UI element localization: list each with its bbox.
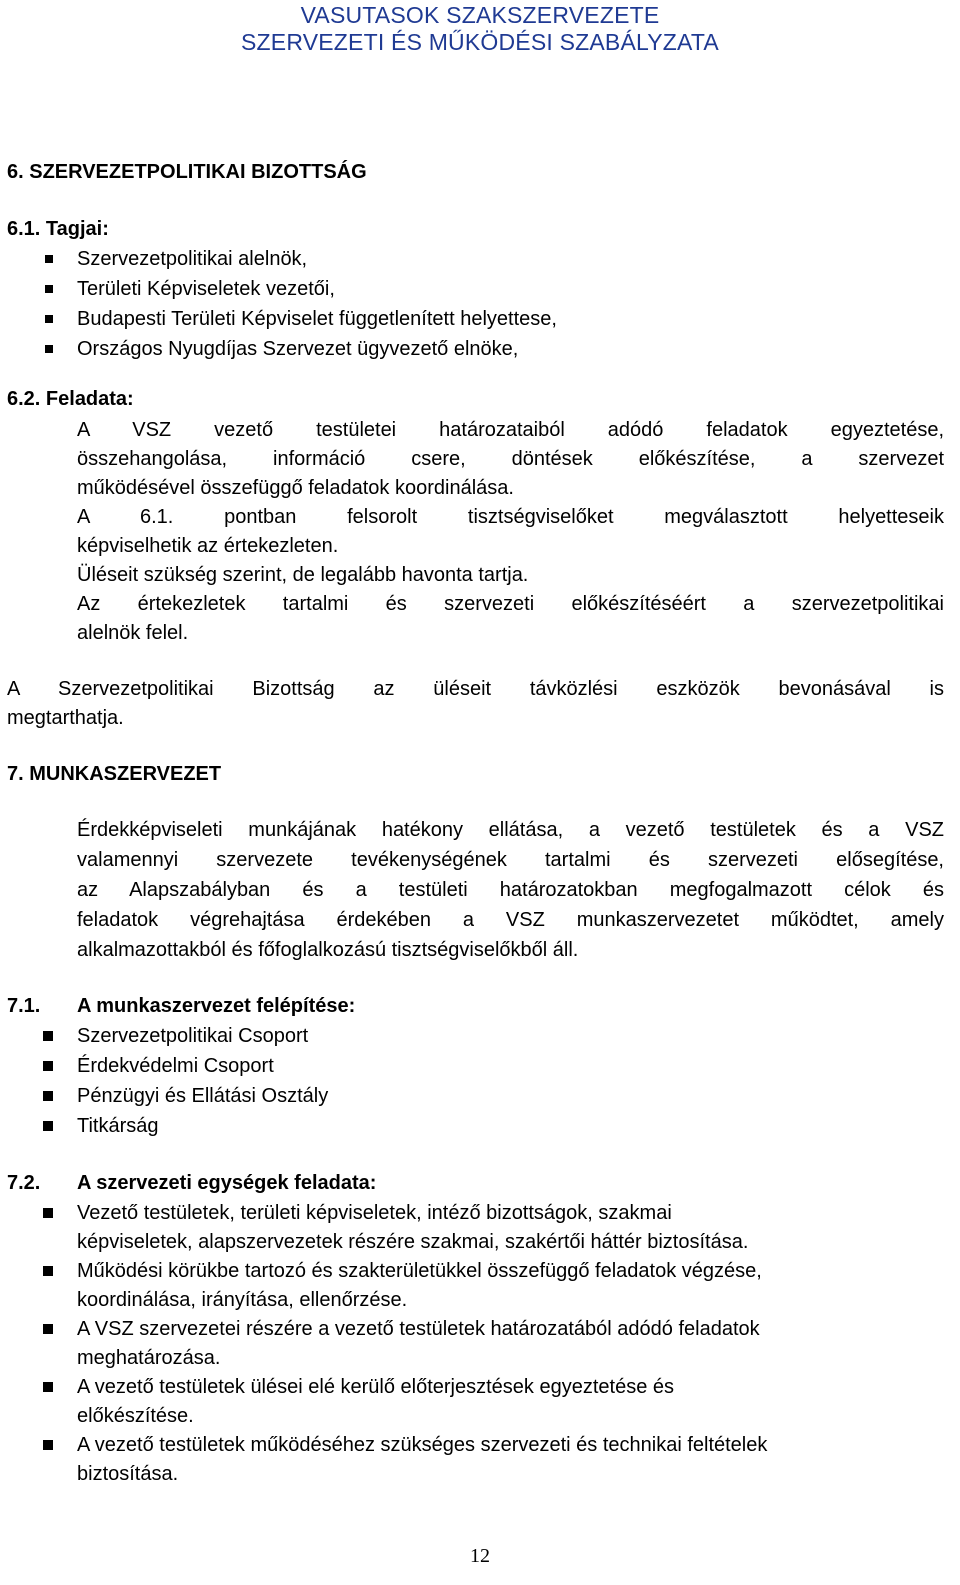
list-item: Érdekvédelmi Csoport [43,1054,274,1078]
bullet-square-icon [43,1208,53,1218]
section-6-2-title: 6.2. Feladata: [7,388,134,410]
paragraph-line: Üléseit szükség szerint, de legalább havonta tartja. [77,564,529,586]
page-header [0,2,960,56]
bullet-square-icon [43,1266,53,1276]
list-item-continuation: koordinálása, irányítása, ellenőrzése. [77,1289,408,1311]
list-item: A VSZ szervezetei részére a vezető testületek határozatából adódó feladatok [43,1317,760,1341]
bullet-square-icon [45,285,53,293]
list-item: Területi Képviseletek vezetői, [45,277,335,301]
paragraph-line: megtarthatja. [7,707,124,729]
header-document-title: SZERVEZETI ÉS MŰKÖDÉSI SZABÁLYZATA [241,29,719,55]
bullet-square-icon [45,345,53,353]
paragraph-line: működésével összefüggő feladatok koordinálása. [77,477,514,499]
section-6-1-title: 6.1. Tagjai: [7,218,109,240]
paragraph-line: képviselhetik az értekezleten. [77,535,339,557]
bullet-square-icon [45,255,53,263]
paragraph-line: az Alapszabályban és a testületi határozatokban megfogalmazott célok és [77,879,944,901]
section-7-1-number: 7.1. [7,995,41,1017]
paragraph-line: Érdekképviseleti munkájának hatékony ellátása, a vezető testületek és a VSZ [77,819,944,841]
list-item: Szervezetpolitikai Csoport [43,1024,308,1048]
list-item-continuation: biztosítása. [77,1463,179,1485]
paragraph-line: valamennyi szervezete tevékenységének tartalmi és szervezeti elősegítése, [77,849,944,871]
list-item: Vezető testületek, területi képviseletek, intéző bizottságok, szakmai [43,1201,672,1225]
list-item: A vezető testületek működéséhez szükséges szervezeti és technikai feltételek [43,1433,767,1457]
paragraph-line: Az értekezletek tartalmi és szervezeti előkészítéséért a szervezetpolitikai [77,593,944,615]
list-item-continuation: meghatározása. [77,1347,221,1369]
list-item: Szervezetpolitikai alelnök, [45,247,307,271]
bullet-square-icon [43,1031,53,1041]
section-6-title: 6. SZERVEZETPOLITIKAI BIZOTTSÁG [7,161,367,183]
bullet-square-icon [43,1382,53,1392]
page-number: 12 [470,1545,490,1567]
section-7-title: 7. MUNKASZERVEZET [7,763,222,785]
list-item-continuation: képviseletek, alapszervezetek részére szakmai, szakértői háttér biztosítása. [77,1231,749,1253]
section-7-2-number: 7.2. [7,1172,41,1194]
list-item: A vezető testületek ülései elé kerülő előterjesztések egyeztetése és [43,1375,674,1399]
header-organization: VASUTASOK SZAKSZERVEZETE [300,2,660,28]
paragraph-line: alkalmazottakból és főfoglalkozású tisztségviselőkből áll. [77,939,579,961]
section-7-2-title: A szervezeti egységek feladata: [77,1172,377,1194]
list-item: Budapesti Területi Képviselet függetlenített helyettese, [45,307,557,331]
paragraph-line: A 6.1. pontban felsorolt tisztségviselőket megválasztott helyetteseik [77,506,944,528]
bullet-square-icon [43,1091,53,1101]
bullet-square-icon [43,1440,53,1450]
paragraph-line: alelnök felel. [77,622,189,644]
paragraph-line: összehangolása, információ csere, döntések előkészítése, a szervezet [77,448,944,470]
list-item-continuation: előkészítése. [77,1405,194,1427]
bullet-square-icon [43,1061,53,1071]
list-item: Titkárság [43,1114,159,1138]
list-item: Országos Nyugdíjas Szervezet ügyvezető elnöke, [45,337,518,361]
paragraph-line: A Szervezetpolitikai Bizottság az üléseit távközlési eszközök bevonásával is [7,678,944,700]
paragraph-line: feladatok végrehajtása érdekében a VSZ munkaszervezetet működtet, amely [77,909,944,931]
bullet-square-icon [45,315,53,323]
list-item: Pénzügyi és Ellátási Osztály [43,1084,328,1108]
section-7-1-title: A munkaszervezet felépítése: [77,995,356,1017]
paragraph-line: A VSZ vezető testületei határozataiból adódó feladatok egyeztetése, [77,419,944,441]
bullet-square-icon [43,1324,53,1334]
list-item: Működési körükbe tartozó és szakterületükkel összefüggő feladatok végzése, [43,1259,762,1283]
bullet-square-icon [43,1121,53,1131]
